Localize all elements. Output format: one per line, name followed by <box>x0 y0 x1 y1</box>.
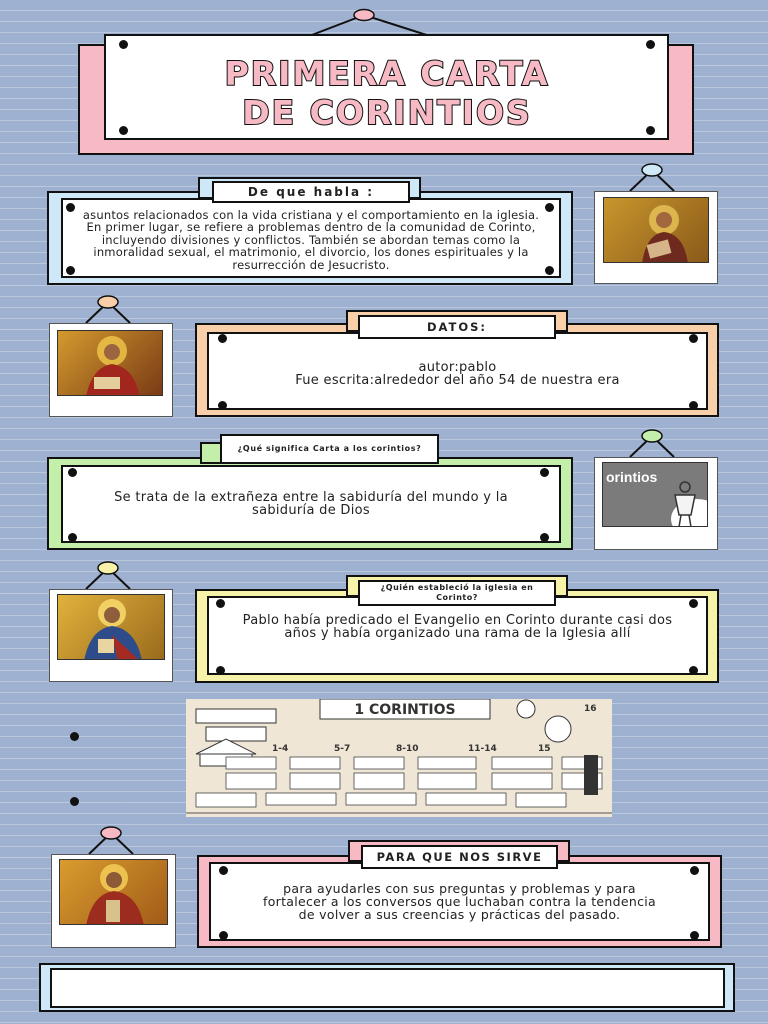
paul-icon <box>58 331 163 396</box>
pin-dot <box>689 666 698 675</box>
que-habla-heading <box>212 181 410 203</box>
pin-dot <box>540 533 549 542</box>
photo-hanger <box>81 826 141 856</box>
pin-dot <box>119 40 128 49</box>
overview-illustration <box>186 699 612 817</box>
overview-chapter: 16 <box>584 704 597 714</box>
significa-panel <box>61 465 561 543</box>
pin-dot <box>216 666 225 675</box>
overview-chapter: 1-4 <box>272 744 289 754</box>
pin-dot <box>66 266 75 275</box>
pin-dot <box>540 468 549 477</box>
page-title <box>127 41 647 133</box>
datos-heading-text: DATOS: <box>426 320 488 334</box>
sirve-text: para ayudarles con sus preguntas y problemas y para fortalecer a los conversos que luchaban contra la tendencia de volver a sus creencias y prácticas del pasado. <box>263 881 656 922</box>
corintios-thumbnail <box>602 462 708 527</box>
sirve-heading <box>361 845 558 869</box>
pin-dot <box>119 126 128 135</box>
paul-icon <box>604 198 709 263</box>
bullet-dot <box>70 797 79 806</box>
photo-hanger <box>622 163 682 193</box>
pin-dot <box>218 334 227 343</box>
saint-paul-icon-1 <box>603 197 709 263</box>
pin-dot <box>218 401 227 410</box>
title-line-1: PRIMERA CARTA <box>224 54 549 93</box>
pin-dot <box>219 866 228 875</box>
overview-title: 1 CORINTIOS <box>354 702 456 718</box>
que-habla-text: asuntos relacionados con la vida cristiana y el comportamiento en la iglesia. En primer lugar, se refiere a problemas dentro de la comunidad de Corinto, incluyendo divisiones y conflictos. También se abordan temas como la inmoralidad sexual, el matrimonio, el divorcio, los dones espirituales y la resurrección de Jesucristo. <box>82 207 540 272</box>
photo-hanger <box>78 561 138 591</box>
pin-dot <box>689 401 698 410</box>
que-habla-heading-text: De que habla : <box>247 185 375 199</box>
significa-heading-text: ¿Qué significa Carta a los corintios? <box>237 444 422 453</box>
pin-dot <box>66 203 75 212</box>
saint-paul-icon-3 <box>57 594 165 660</box>
pin-dot <box>689 334 698 343</box>
pin-dot <box>68 533 77 542</box>
sirve-panel <box>209 862 710 941</box>
pin-dot <box>646 126 655 135</box>
pin-dot <box>646 40 655 49</box>
quien-panel <box>207 596 708 675</box>
quien-text: Pablo había predicado el Evangelio en Corinto durante casi dos años y había organizado una rama de la Iglesia allí <box>242 612 673 641</box>
corintios-thumb-text: orintios <box>606 469 658 485</box>
paul-icon <box>58 595 165 660</box>
saint-paul-icon-2 <box>57 330 163 396</box>
overview-chapter: 15 <box>538 744 551 754</box>
pin-dot <box>68 468 77 477</box>
sirve-heading-text: PARA QUE NOS SIRVE <box>376 850 543 864</box>
photo-hanger <box>622 429 682 459</box>
pin-dot <box>689 599 698 608</box>
datos-heading <box>358 315 556 339</box>
pin-dot <box>690 866 699 875</box>
significa-heading <box>220 434 439 464</box>
saint-paul-icon-4 <box>59 859 168 925</box>
pin-dot <box>690 931 699 940</box>
quien-heading-text: ¿Quién estableció la iglesia en Corinto? <box>380 583 534 602</box>
bullet-dot <box>70 732 79 741</box>
quien-heading <box>358 580 556 606</box>
pin-dot <box>216 599 225 608</box>
que-habla-panel <box>61 198 561 278</box>
stick-figure-icon <box>661 475 708 527</box>
significa-text: Se trata de la extrañeza entre la sabiduría del mundo y la sabiduría de Dios <box>114 490 508 518</box>
title-panel <box>104 34 669 140</box>
footer-panel <box>50 968 725 1008</box>
datos-date: Fue escrita:alrededor del año 54 de nuestra era <box>295 373 620 388</box>
photo-hanger <box>78 295 138 325</box>
pin-dot <box>545 203 554 212</box>
title-line-2: DE CORINTIOS <box>241 93 532 132</box>
datos-panel <box>207 332 708 410</box>
datos-author: autor:pablo <box>418 360 497 375</box>
overview-chapter: 5-7 <box>334 744 351 754</box>
corintios-overview-image <box>186 699 612 817</box>
pin-dot <box>219 931 228 940</box>
overview-chapter: 11-14 <box>468 744 497 754</box>
overview-chapter: 8-10 <box>396 744 419 754</box>
paul-icon <box>60 860 168 925</box>
pin-dot <box>545 266 554 275</box>
